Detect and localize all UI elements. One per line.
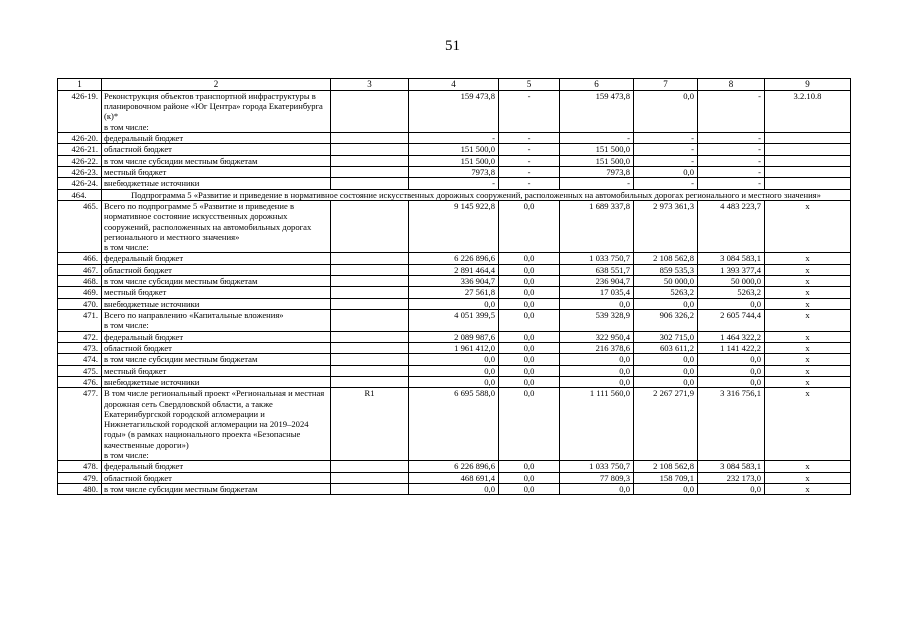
- value-col6: 216 378,6: [560, 342, 634, 353]
- including-label: в том числе:: [104, 242, 149, 253]
- value-col5: 0,0: [499, 331, 560, 342]
- target-ref: х: [765, 472, 851, 483]
- table-row: [58, 472, 851, 483]
- value-col5: 0,0: [499, 276, 560, 287]
- value-col7: 859 535,3: [634, 264, 698, 275]
- target-ref: х: [765, 461, 851, 472]
- code-cell: [331, 264, 409, 275]
- value-col6: 1 689 337,8: [560, 200, 634, 253]
- code-cell: [331, 287, 409, 298]
- value-col7: 0,0: [634, 354, 698, 365]
- total-value: -: [409, 133, 499, 144]
- value-col6: 0,0: [560, 484, 634, 495]
- value-col7: 5263,2: [634, 287, 698, 298]
- target-ref: х: [765, 310, 851, 332]
- target-ref: [765, 144, 851, 155]
- code-cell: [331, 178, 409, 189]
- total-value: 6 226 896,6: [409, 461, 499, 472]
- total-value: 2 891 464,4: [409, 264, 499, 275]
- target-ref: х: [765, 354, 851, 365]
- value-col5: -: [499, 155, 560, 166]
- code-cell: [331, 276, 409, 287]
- value-col5: 0,0: [499, 200, 560, 253]
- code-cell: [331, 331, 409, 342]
- item-name: [102, 264, 331, 275]
- page-number: 51: [445, 38, 460, 54]
- item-name-text: областной бюджет: [104, 144, 172, 155]
- subprogram-row: [58, 189, 851, 200]
- value-col7: 0,0: [634, 90, 698, 132]
- table-body-section-b: [58, 200, 851, 494]
- value-col6: 7973,8: [560, 166, 634, 177]
- value-col5: 0,0: [499, 253, 560, 264]
- total-value: 468 691,4: [409, 472, 499, 483]
- item-name: [102, 331, 331, 342]
- item-name-text: федеральный бюджет: [104, 461, 184, 472]
- total-value: 159 473,8: [409, 90, 499, 132]
- total-value: 6 695 588,0: [409, 388, 499, 461]
- code-cell: [331, 144, 409, 155]
- row-number: 426-20.: [58, 133, 102, 144]
- value-col7: 0,0: [634, 365, 698, 376]
- row-number: 426-21.: [58, 144, 102, 155]
- item-name-text: областной бюджет: [104, 264, 172, 275]
- col-header: 3: [331, 79, 409, 91]
- value-col7: 603 611,2: [634, 342, 698, 353]
- total-value: 0,0: [409, 298, 499, 309]
- row-number: 474.: [58, 354, 102, 365]
- code-cell: [331, 484, 409, 495]
- table-body-section-a: [58, 90, 851, 189]
- value-col8: -: [698, 90, 765, 132]
- target-ref: [765, 133, 851, 144]
- code-cell: [331, 90, 409, 132]
- value-col7: -: [634, 178, 698, 189]
- item-name-text: Всего по подпрограмме 5 «Развитие и приведение в нормативное состояние искусственных дорожных сооружений, расположенных на автомобильных дорогах регионального и местного значения»: [104, 200, 312, 242]
- item-name: [102, 342, 331, 353]
- target-ref: 3.2.10.8: [765, 90, 851, 132]
- total-value: 7973,8: [409, 166, 499, 177]
- item-name: [102, 365, 331, 376]
- value-col8: 0,0: [698, 376, 765, 387]
- col-header: 8: [698, 79, 765, 91]
- item-name: [102, 310, 331, 332]
- row-number: 475.: [58, 365, 102, 376]
- item-name-text: внебюджетные источники: [104, 376, 200, 387]
- item-name-text: в том числе субсидии местным бюджетам: [104, 155, 258, 166]
- table-row: [58, 354, 851, 365]
- item-name-text: местный бюджет: [104, 166, 167, 177]
- item-name: [102, 287, 331, 298]
- target-ref: х: [765, 253, 851, 264]
- value-col8: 0,0: [698, 365, 765, 376]
- row-number: 480.: [58, 484, 102, 495]
- row-number: 479.: [58, 472, 102, 483]
- total-value: 336 904,7: [409, 276, 499, 287]
- col-header: 6: [560, 79, 634, 91]
- row-number: 466.: [58, 253, 102, 264]
- value-col7: 302 715,0: [634, 331, 698, 342]
- row-number: 476.: [58, 376, 102, 387]
- code-cell: [331, 200, 409, 253]
- row-number: 426-24.: [58, 178, 102, 189]
- value-col7: -: [634, 144, 698, 155]
- table-row: [58, 178, 851, 189]
- total-value: 2 089 987,6: [409, 331, 499, 342]
- row-number: 469.: [58, 287, 102, 298]
- row-number: 473.: [58, 342, 102, 353]
- item-name-text: в том числе субсидии местным бюджетам: [104, 354, 258, 365]
- col-header: 2: [102, 79, 331, 91]
- value-col8: 3 316 756,1: [698, 388, 765, 461]
- value-col5: -: [499, 166, 560, 177]
- row-number: 426-23.: [58, 166, 102, 177]
- item-name: [102, 133, 331, 144]
- value-col5: 0,0: [499, 472, 560, 483]
- total-value: 9 145 922,8: [409, 200, 499, 253]
- table-row: [58, 365, 851, 376]
- table-row: [58, 155, 851, 166]
- table-row: [58, 253, 851, 264]
- item-name: [102, 376, 331, 387]
- target-ref: х: [765, 342, 851, 353]
- value-col7: 2 267 271,9: [634, 388, 698, 461]
- value-col5: -: [499, 144, 560, 155]
- row-number: 471.: [58, 310, 102, 332]
- table-row: [58, 276, 851, 287]
- item-name: [102, 253, 331, 264]
- row-number: 468.: [58, 276, 102, 287]
- code-cell: [331, 376, 409, 387]
- item-name: [102, 178, 331, 189]
- value-col8: -: [698, 144, 765, 155]
- value-col6: 0,0: [560, 365, 634, 376]
- total-value: 151 500,0: [409, 144, 499, 155]
- value-col5: -: [499, 133, 560, 144]
- item-name-text: В том числе региональный проект «Региональная и местная дорожная сеть Свердловской области, а также Екатеринбургской городской агломерации и Нижнетагильской городской агломерации на 2019–2024 годы» (в рамках национального проекта «Безопасные качественные дороги»): [104, 388, 325, 450]
- value-col6: 151 500,0: [560, 155, 634, 166]
- value-col6: 77 809,3: [560, 472, 634, 483]
- target-ref: х: [765, 276, 851, 287]
- target-ref: х: [765, 331, 851, 342]
- total-value: 1 961 412,0: [409, 342, 499, 353]
- item-name-text: внебюджетные источники: [104, 178, 200, 189]
- value-col8: 5263,2: [698, 287, 765, 298]
- value-col8: 3 084 583,1: [698, 253, 765, 264]
- item-name-text: в том числе субсидии местным бюджетам: [104, 276, 258, 287]
- value-col8: 0,0: [698, 484, 765, 495]
- value-col6: 17 035,4: [560, 287, 634, 298]
- value-col8: 232 173,0: [698, 472, 765, 483]
- target-ref: х: [765, 388, 851, 461]
- value-col5: 0,0: [499, 388, 560, 461]
- row-number: 426-19.: [58, 90, 102, 132]
- code-cell: [331, 354, 409, 365]
- value-col8: 4 483 223,7: [698, 200, 765, 253]
- table-row: [58, 200, 851, 253]
- item-name: [102, 388, 331, 461]
- including-label: в том числе:: [104, 450, 149, 461]
- including-label: в том числе:: [104, 320, 149, 331]
- col-header: 5: [499, 79, 560, 91]
- value-col6: 0,0: [560, 354, 634, 365]
- row-number: 426-22.: [58, 155, 102, 166]
- value-col8: 1 141 422,2: [698, 342, 765, 353]
- total-value: 151 500,0: [409, 155, 499, 166]
- value-col5: 0,0: [499, 342, 560, 353]
- value-col8: 1 464 322,2: [698, 331, 765, 342]
- total-value: 0,0: [409, 354, 499, 365]
- target-ref: х: [765, 298, 851, 309]
- value-col5: 0,0: [499, 264, 560, 275]
- table-row: [58, 376, 851, 387]
- row-number: 465.: [58, 200, 102, 253]
- value-col8: -: [698, 133, 765, 144]
- table-row: [58, 144, 851, 155]
- value-col8: 0,0: [698, 298, 765, 309]
- total-value: 4 051 399,5: [409, 310, 499, 332]
- value-col8: 3 084 583,1: [698, 461, 765, 472]
- item-name-text: в том числе субсидии местным бюджетам: [104, 484, 258, 495]
- value-col6: 539 328,9: [560, 310, 634, 332]
- code-cell: [331, 253, 409, 264]
- item-name-text: Реконструкция объектов транспортной инфраструктуры в планировочном районе «Юг Центра» города Екатеринбурга (к)*: [104, 90, 323, 122]
- value-col7: 158 709,1: [634, 472, 698, 483]
- value-col6: 151 500,0: [560, 144, 634, 155]
- value-col6: -: [560, 178, 634, 189]
- value-col7: 0,0: [634, 376, 698, 387]
- item-name-text: областной бюджет: [104, 342, 172, 353]
- value-col6: 1 111 560,0: [560, 388, 634, 461]
- target-ref: х: [765, 200, 851, 253]
- value-col6: -: [560, 133, 634, 144]
- subprogram-section: [58, 189, 851, 200]
- value-col6: 159 473,8: [560, 90, 634, 132]
- row-number: 478.: [58, 461, 102, 472]
- value-col5: 0,0: [499, 287, 560, 298]
- target-ref: х: [765, 365, 851, 376]
- item-name-text: местный бюджет: [104, 365, 167, 376]
- table-row: [58, 287, 851, 298]
- item-name: [102, 472, 331, 483]
- item-name: [102, 298, 331, 309]
- value-col7: -: [634, 155, 698, 166]
- code-cell: R1: [331, 388, 409, 461]
- total-value: 0,0: [409, 376, 499, 387]
- including-label: в том числе:: [104, 121, 149, 132]
- item-name-text: федеральный бюджет: [104, 133, 184, 144]
- value-col5: 0,0: [499, 484, 560, 495]
- value-col6: 0,0: [560, 376, 634, 387]
- code-cell: [331, 365, 409, 376]
- value-col8: 2 605 744,4: [698, 310, 765, 332]
- table-row: [58, 342, 851, 353]
- item-name-text: федеральный бюджет: [104, 331, 184, 342]
- value-col6: 236 904,7: [560, 276, 634, 287]
- value-col6: 1 033 750,7: [560, 461, 634, 472]
- target-ref: [765, 178, 851, 189]
- table-row: [58, 133, 851, 144]
- total-value: 6 226 896,6: [409, 253, 499, 264]
- item-name-text: областной бюджет: [104, 472, 172, 483]
- target-ref: [765, 166, 851, 177]
- code-cell: [331, 166, 409, 177]
- value-col6: 322 950,4: [560, 331, 634, 342]
- total-value: 0,0: [409, 365, 499, 376]
- value-col5: 0,0: [499, 354, 560, 365]
- value-col5: 0,0: [499, 310, 560, 332]
- value-col5: 0,0: [499, 376, 560, 387]
- table-row: [58, 264, 851, 275]
- target-ref: х: [765, 376, 851, 387]
- value-col7: -: [634, 133, 698, 144]
- total-value: 27 561,8: [409, 287, 499, 298]
- code-cell: [331, 472, 409, 483]
- total-value: -: [409, 178, 499, 189]
- total-value: 0,0: [409, 484, 499, 495]
- table-row: [58, 461, 851, 472]
- item-name-text: местный бюджет: [104, 287, 167, 298]
- target-ref: [765, 155, 851, 166]
- value-col7: 0,0: [634, 166, 698, 177]
- code-cell: [331, 155, 409, 166]
- header-row: [58, 79, 851, 91]
- value-col6: 638 551,7: [560, 264, 634, 275]
- value-col7: 2 108 562,8: [634, 253, 698, 264]
- value-col8: 50 000,0: [698, 276, 765, 287]
- col-header: 9: [765, 79, 851, 91]
- budget-table: [57, 78, 851, 495]
- row-number: 467.: [58, 264, 102, 275]
- item-name: [102, 461, 331, 472]
- code-cell: [331, 133, 409, 144]
- value-col7: 2 108 562,8: [634, 461, 698, 472]
- table-row: [58, 388, 851, 461]
- value-col7: 0,0: [634, 298, 698, 309]
- item-name-text: федеральный бюджет: [104, 253, 184, 264]
- value-col5: 0,0: [499, 298, 560, 309]
- table-row: [58, 331, 851, 342]
- item-name: [102, 144, 331, 155]
- table-row: [58, 166, 851, 177]
- item-name: [102, 155, 331, 166]
- item-name: [102, 484, 331, 495]
- code-cell: [331, 298, 409, 309]
- item-name: [102, 276, 331, 287]
- code-cell: [331, 310, 409, 332]
- col-header: 1: [58, 79, 102, 91]
- row-number: 470.: [58, 298, 102, 309]
- item-name-text: Всего по направлению «Капитальные вложения»: [104, 310, 284, 321]
- target-ref: х: [765, 287, 851, 298]
- item-name-text: внебюджетные источники: [104, 298, 200, 309]
- code-cell: [331, 342, 409, 353]
- row-number: 472.: [58, 331, 102, 342]
- value-col7: 2 973 361,3: [634, 200, 698, 253]
- item-name: [102, 166, 331, 177]
- value-col7: 906 326,2: [634, 310, 698, 332]
- target-ref: х: [765, 264, 851, 275]
- item-name: [102, 200, 331, 253]
- item-name: [102, 90, 331, 132]
- table-row: [58, 298, 851, 309]
- row-number: 477.: [58, 388, 102, 461]
- item-name: [102, 354, 331, 365]
- table-row: [58, 484, 851, 495]
- value-col8: -: [698, 178, 765, 189]
- value-col5: -: [499, 90, 560, 132]
- value-col5: 0,0: [499, 461, 560, 472]
- value-col6: 1 033 750,7: [560, 253, 634, 264]
- value-col8: 0,0: [698, 354, 765, 365]
- col-header: 7: [634, 79, 698, 91]
- code-cell: [331, 461, 409, 472]
- value-col5: -: [499, 178, 560, 189]
- col-header: 4: [409, 79, 499, 91]
- target-ref: х: [765, 484, 851, 495]
- table-row: [58, 310, 851, 332]
- value-col8: 1 393 377,4: [698, 264, 765, 275]
- value-col7: 0,0: [634, 484, 698, 495]
- value-col6: 0,0: [560, 298, 634, 309]
- subprogram-title: Подпрограмма 5 «Развитие и приведение в нормативное состояние искусственных дорожных сооружений, расположенных на автомобильных дорогах регионального и местного значения»: [102, 189, 851, 200]
- table-row: [58, 90, 851, 132]
- value-col8: -: [698, 155, 765, 166]
- value-col5: 0,0: [499, 365, 560, 376]
- row-number: 464.: [58, 189, 102, 200]
- value-col7: 50 000,0: [634, 276, 698, 287]
- value-col8: -: [698, 166, 765, 177]
